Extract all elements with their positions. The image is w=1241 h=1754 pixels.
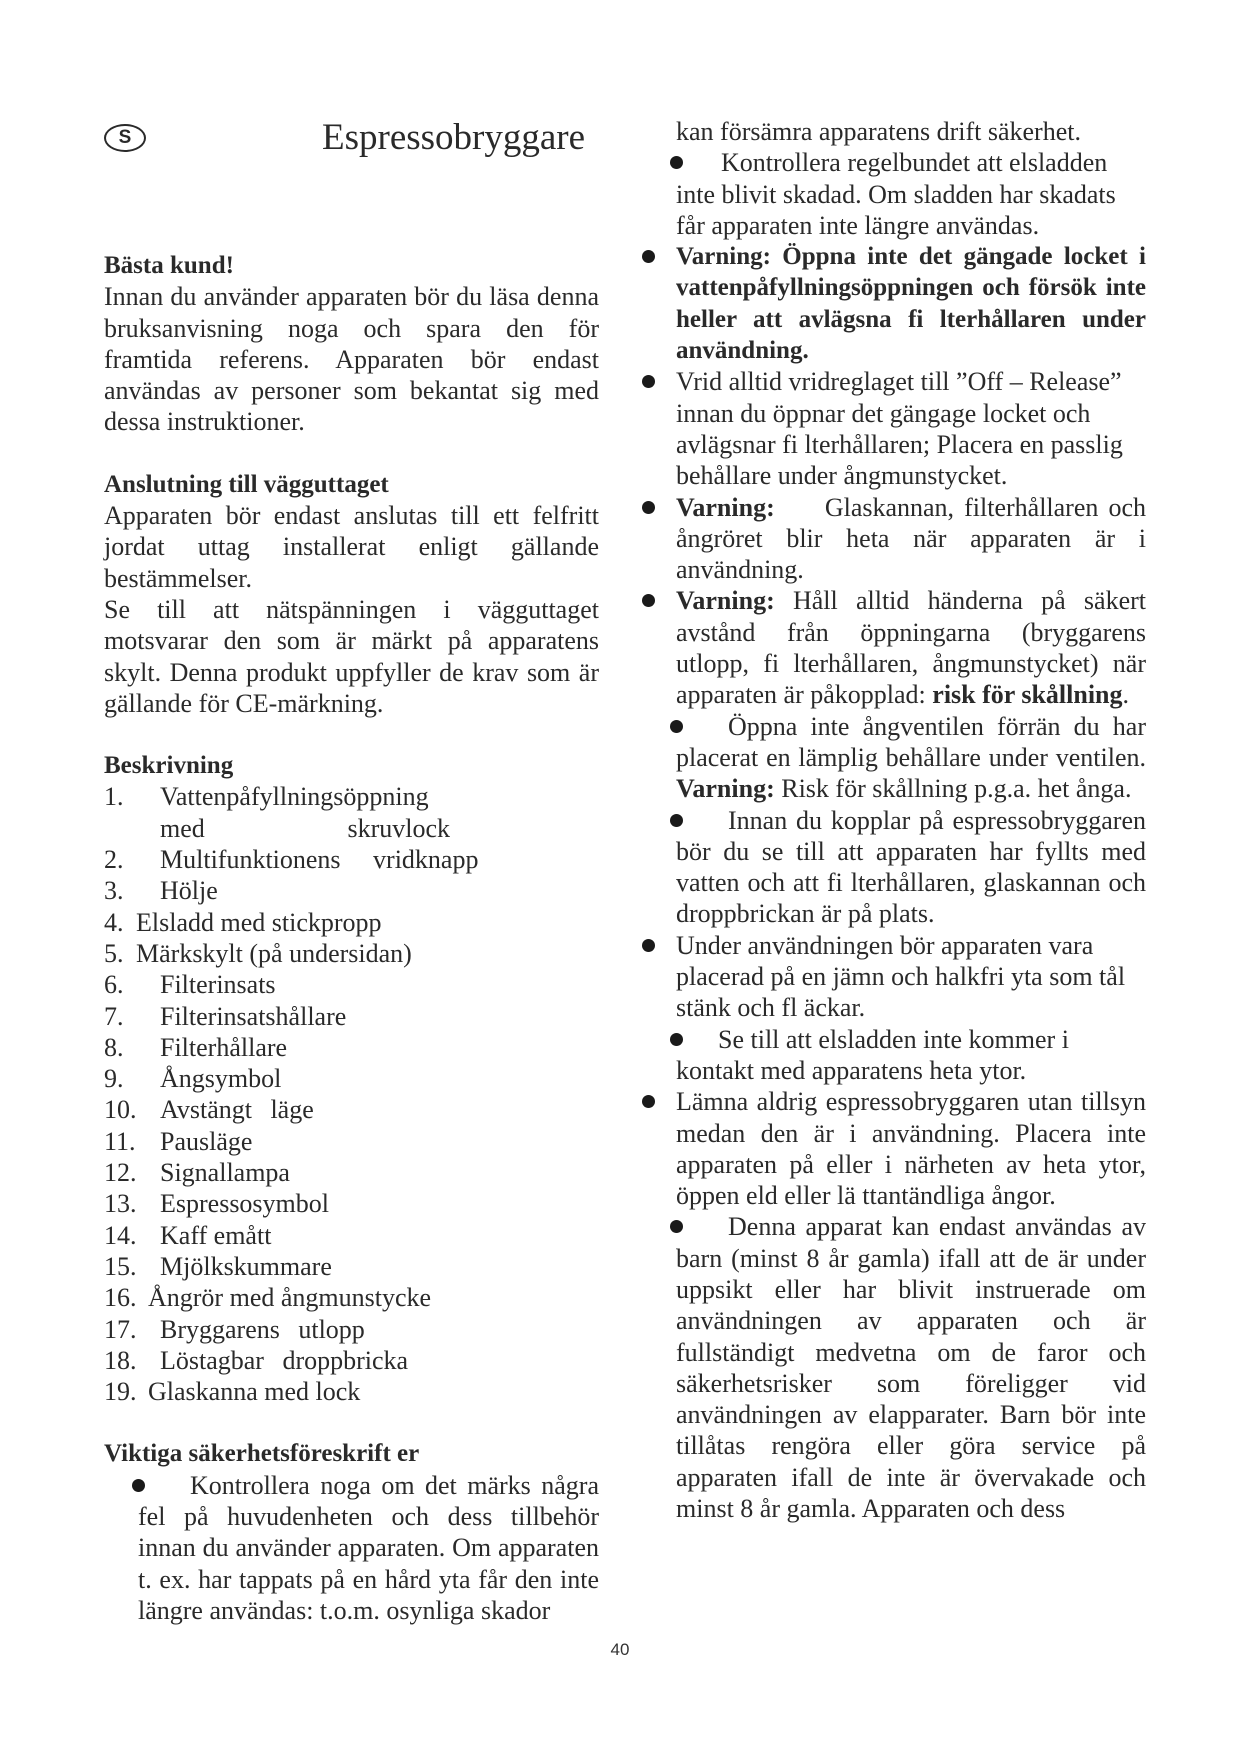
bullet-cord-hot — [676, 1024, 1146, 1087]
list-item: 8. Filterhållare — [104, 1032, 288, 1062]
list-item: 4. Elsladd med stickpropp — [104, 907, 382, 937]
bullet-text: Under användningen bör apparaten vara placerad på en jämn och halkfri yta som tål stänk och fl äckar. — [676, 930, 1126, 1023]
bullet-text: Varning: Öppna inte det gängade locket i vattenpåfyllningsöppningen och försök inte heller att avlägsna fi lterhållaren under användning. — [676, 243, 1146, 365]
list-item: 18. Löstagbar droppbricka — [104, 1345, 409, 1375]
bullet-icon — [642, 594, 655, 607]
bullet-text: Lämna aldrig espressobryggaren utan tillsyn medan den är i användning. Placera inte apparaten på eller i närheten av heta ytor, öppen eld eller lä ttantändliga ångor. — [676, 1087, 1146, 1211]
bullet-icon — [642, 501, 655, 514]
bullet-text: Varning: Glaskannan, filterhållaren och ångröret blir heta när apparaten är i användning. — [676, 492, 1146, 585]
bullet-icon — [642, 375, 655, 388]
bullet-off-release — [676, 366, 1146, 491]
bullet-warning-hands — [676, 585, 1146, 710]
bullet-text: Kontrollera noga om det märks några fel på huvudenheten och dess tillbehör innan du använder apparaten. Om apparaten t. ex. har tappats på en hård yta får den inte längre användas: t.o.m. osynliga skador — [138, 1470, 599, 1625]
list-item: 17. Bryggarens utlopp — [104, 1314, 365, 1344]
bullet-text: Kontrollera regelbundet att elsladden inte blivit skadad. Om sladden har skadats får apparaten inte längre användas. — [676, 148, 1116, 240]
language-code: S — [118, 127, 132, 148]
intro-paragraph: Innan du använder apparaten bör du läsa denna bruksanvisning noga och spara den för framtida referens. Apparaten bör endast användas av personer som bekantat sig med dessa instruktioner. — [104, 282, 599, 437]
list-item: 16. Ångrör med ångmunstycke — [104, 1283, 432, 1313]
list-item: 2. Multifunktionens vridknapp — [104, 845, 479, 875]
list-item: 3. Hölje — [104, 876, 218, 906]
bullet-warning-lid — [676, 241, 1146, 366]
bullet-surface — [676, 930, 1146, 1024]
right-column — [676, 116, 1146, 1524]
list-item: 19. Glaskanna med lock — [104, 1377, 361, 1407]
list-item: 5. Märkskylt (på undersidan) — [104, 938, 412, 968]
continued-text: kan försämra apparatens drift säkerhet. — [676, 117, 1081, 146]
bullet-text: Innan du kopplar på espressobryggaren bör du se till att apparaten har fyllts med vatten och att fi lterhållaren, glaskannan och droppbrickan är på plats. — [676, 805, 1146, 929]
bullet-text: Denna apparat kan endast användas av barn (minst 8 år gamla) ifall att de är under uppsikt eller har blivit instruerade om användningen av apparaten och är fullständigt medvetna om de faror och säkerhetsrisker som föreligger vid användningen av elapparater. Barn bör inte tillåtas rengöra eller göra service på apparaten ifall de inte är övervakade och minst 8 år gamla. Apparaten och dess — [676, 1212, 1146, 1524]
safety-heading: Viktiga säkerhetsföreskrift er — [104, 1440, 420, 1468]
description-heading: Beskrivning — [104, 752, 234, 780]
bullet-icon — [132, 1479, 145, 1492]
bullet-supervision — [676, 1086, 1146, 1211]
safety-bullet-1 — [104, 1470, 599, 1626]
bullet-text: Öppna inte ångventilen förrän du har placerat en lämplig behållare under ventilen. Varning: Risk för skållning p.g.a. het ånga. — [676, 711, 1146, 804]
connection-paragraph-1: Apparaten bör endast anslutas till ett felfritt jordat uttag installerat enligt gällande bestämmelser. — [104, 501, 599, 593]
list-item: 9. Ångsymbol — [104, 1064, 282, 1094]
list-item: 6. Filterinsats — [104, 970, 276, 1000]
bullet-icon — [670, 720, 683, 733]
connection-paragraph-2: Se till att nätspänningen i vägguttaget motsvarar den som är märkt på apparatens skylt. Denna produkt uppfyller de krav som är gällande för CE-märkning. — [104, 594, 599, 718]
bullet-text: Varning: Håll alltid händerna på säkert avstånd från öppningarna (bryggarens utlopp, fi lterhållaren, ångmunstycket) när apparaten är påkopplad: risk för skållning. — [676, 586, 1146, 710]
connection-heading: Anslutning till vägguttaget — [104, 470, 389, 498]
bullet-warning-hot — [676, 492, 1146, 586]
list-item: 1. Vattenpåfyllningsöppning med skruvlock — [104, 782, 450, 843]
list-item: 14. Kaff emått — [104, 1220, 272, 1250]
list-item: 12. Signallampa — [104, 1158, 290, 1188]
list-item: 13. Espressosymbol — [104, 1189, 329, 1219]
bullet-steam-valve — [676, 711, 1146, 805]
bullet-icon — [642, 1095, 655, 1108]
bullet-icon — [642, 939, 655, 952]
greeting: Bästa kund! — [104, 252, 234, 279]
parts-list — [104, 781, 599, 1407]
left-column — [104, 250, 599, 1626]
bullet-before-start — [676, 805, 1146, 930]
list-item: 7. Filterinsatshållare — [104, 1001, 347, 1031]
bullet-inspect-cord — [676, 147, 1146, 241]
language-badge — [104, 124, 146, 152]
bullet-text: Se till att elsladden inte kommer i kontakt med apparatens heta ytor. — [676, 1024, 1069, 1085]
bullet-text: Vrid alltid vridreglaget till ”Off – Release” innan du öppnar det gängage locket och avlägsnar fi lterhållaren; Placera en passlig behållare under ångmunstycket. — [676, 367, 1123, 491]
page-number: 40 — [610, 1640, 630, 1659]
list-item: 10. Avstängt läge — [104, 1095, 314, 1125]
page-title: Espressobryggare — [322, 117, 586, 158]
list-item: 15. Mjölkskummare — [104, 1251, 332, 1281]
bullet-icon — [642, 250, 655, 263]
bullet-icon — [670, 814, 683, 827]
list-item: 11. Pausläge — [104, 1126, 253, 1156]
bullet-children — [676, 1211, 1146, 1524]
bullet-icon — [670, 1033, 683, 1046]
